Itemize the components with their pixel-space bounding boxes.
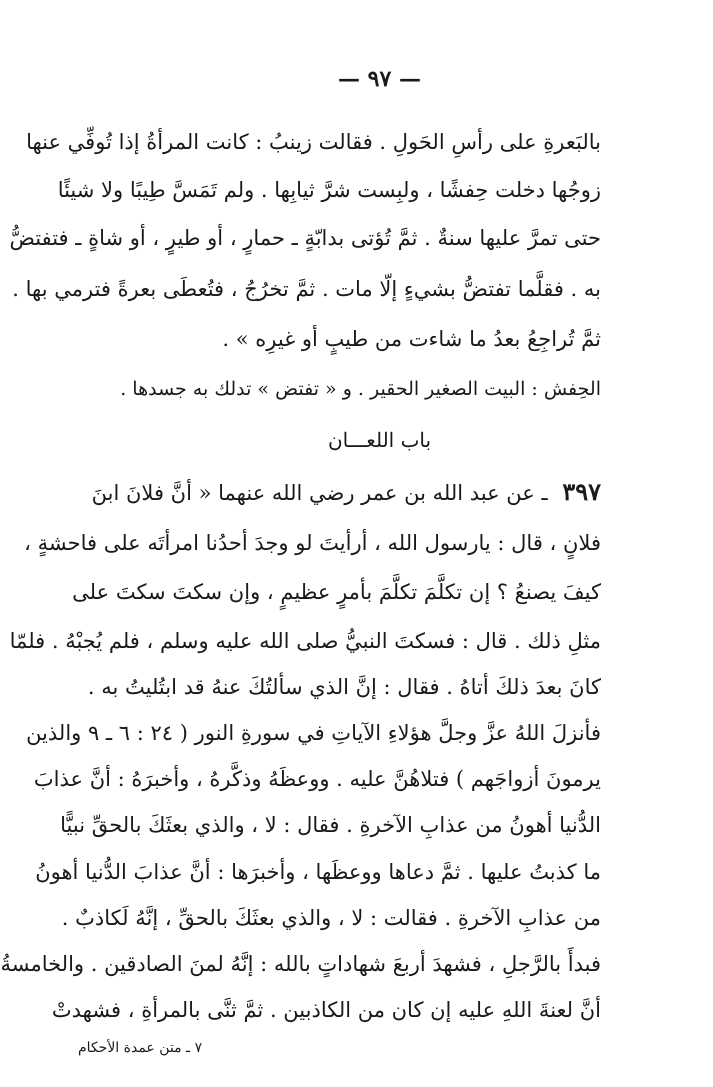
text-line: ثمَّ تُراجِعُ بعدُ ما شاءت من طيبٍ أو غيرِه » . <box>222 327 601 351</box>
footnote-line: الحِفش : البيت الصغير الحقير . و « تفتض » تدلك به جسدها . <box>120 378 601 400</box>
text-line: حتى تمرَّ عليها سنةٌ . ثمَّ تُؤتى بدابّةٍ ـ حمارٍ ، أو طيرٍ ، أو شاةٍ ـ فتفتضُّ <box>9 226 601 250</box>
hadith-first-line <box>91 477 601 507</box>
text-line: زوجُها دخلت حِفشًا ، ولبِست شرَّ ثيابِها . ولم تَمَسَّ طِيبًا ولا شيئًا <box>57 178 601 202</box>
text-line: كيفَ يصنعُ ؟ إن تكلَّمَ تكلَّمَ بأمرٍ عظيمٍ ، وإن سكتَ سكتَ على <box>72 580 601 604</box>
text-line: يرمونَ أزواجَهم ) فتلاهُنَّ عليه . ووعظَهُ وذكَّرهُ ، وأخبرَهُ : أنَّ عذابَ <box>33 767 601 791</box>
hadith-number: ٣٩٧ <box>562 477 601 506</box>
text-line: به . فقلَّما تفتضُّ بشيءٍ إلّا مات . ثمَّ تخرُجُ ، فتُعطَى بعرةً فترمي بها . <box>12 277 601 301</box>
text-line: بالبَعرةِ على رأسِ الحَولِ . فقالت زينبُ : كانت المرأةُ إذا تُوفِّي عنها <box>26 130 601 154</box>
text-line: الدُّنيا أهونُ من عذابِ الآخرةِ . فقال : لا ، والذي بعثَكَ بالحقِّ نبيًّا <box>60 813 601 837</box>
text-line: من عذابِ الآخرةِ . فقالت : لا ، والذي بعثَكَ بالحقِّ ، إنَّهُ لَكاذبٌ . <box>61 906 601 930</box>
text-line: فلانٍ ، قال : يارسول الله ، أرأيتَ لو وجدَ أحدُنا امرأتَه على فاحشةٍ ، <box>24 531 601 555</box>
text-line: ما كذبتُ عليها . ثمَّ دعاها ووعظَها ، وأخبرَها : أنَّ عذابَ الدُّنيا أهونُ <box>35 860 601 884</box>
text-line: فبدأَ بالرَّجلِ ، فشهدَ أربعَ شهاداتٍ بالله : إنَّهُ لمنَ الصادقين . والخامسةُ <box>0 952 601 976</box>
text-line: مثلِ ذلك . قال : فسكتَ النبيُّ صلى الله عليه وسلم ، فلم يُجبْهُ . فلمّا <box>9 629 601 653</box>
page-footer: ٧ ـ متن عمدة الأحكام <box>78 1040 203 1056</box>
page-number: — ٩٧ — <box>338 66 421 92</box>
text-line: أنَّ لعنةَ اللهِ عليه إن كان من الكاذبين . ثمَّ ثنَّى بالمرأةِ ، فشهدتْ <box>51 998 601 1022</box>
section-heading: باب اللعـــان <box>327 428 432 452</box>
hadith-opening-text: ـ عن عبد الله بن عمر رضي الله عنهما « أنَّ فلانَ ابنَ <box>91 481 548 505</box>
text-line: كانَ بعدَ ذلكَ أتاهُ . فقال : إنَّ الذي سألتُكَ عنهُ قد ابتُليتُ به . <box>87 675 601 699</box>
text-line: فأنزلَ اللهُ عزَّ وجلَّ هؤلاءِ الآياتِ في سورةِ النور ( ٢٤ : ٦ ـ ٩ والذين <box>26 721 601 745</box>
